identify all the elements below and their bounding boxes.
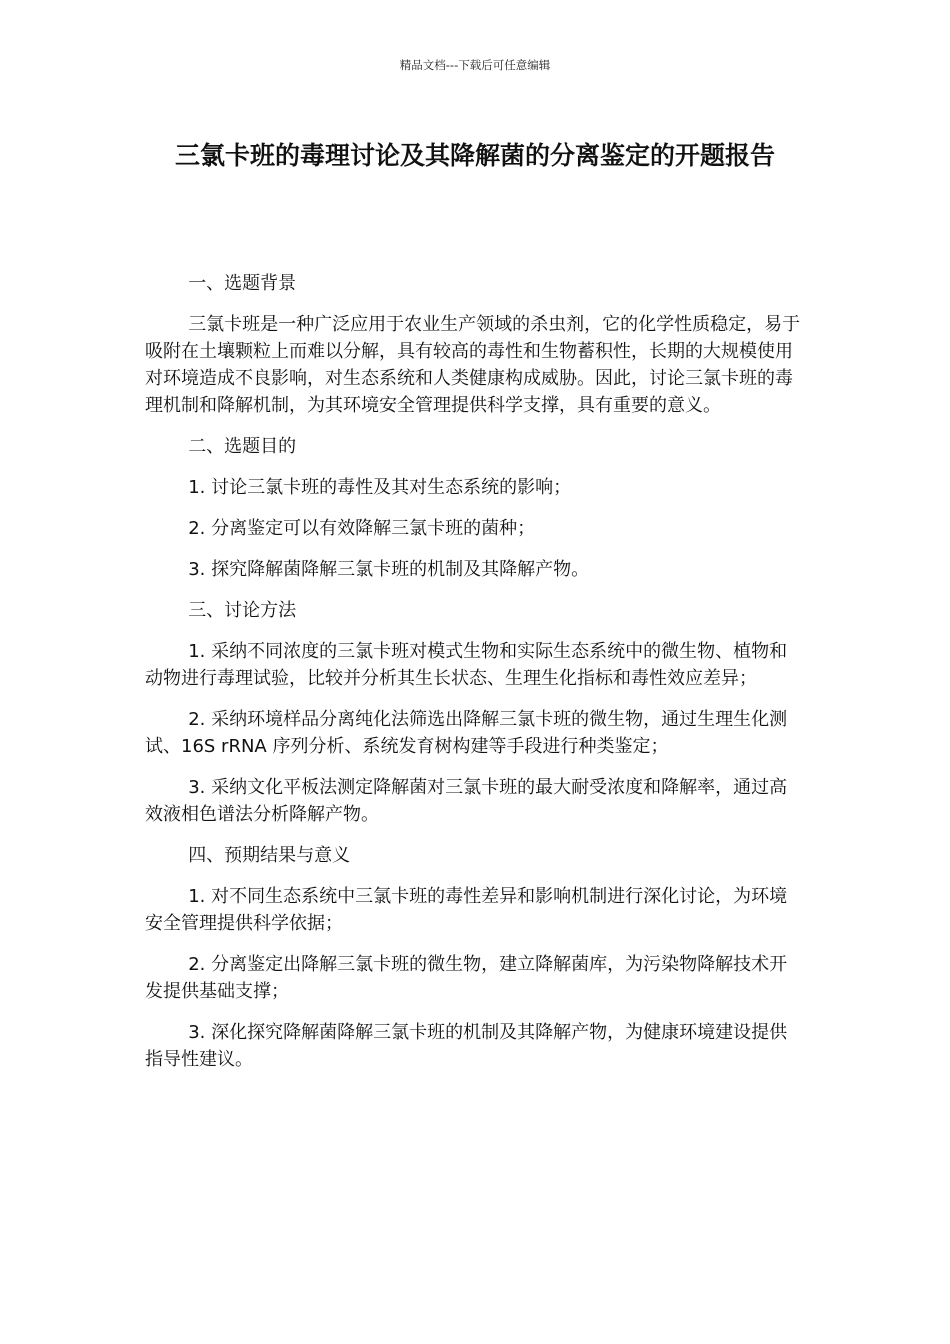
list-item: 3. 探究降解菌降解三氯卡班的机制及其降解产物。 (188, 559, 590, 580)
document-title: 三氯卡班的毒理讨论及其降解菌的分离鉴定的开题报告 (174, 141, 775, 170)
list-item: 2. 分离鉴定出降解三氯卡班的微生物，建立降解菌库，为污染物降解技术开发提供基础支撑； (145, 954, 788, 1002)
section-heading-background: 一、选题背景 (188, 273, 297, 294)
list-item: 1. 讨论三氯卡班的毒性及其对生态系统的影响； (188, 477, 572, 498)
document-body (145, 270, 805, 1087)
section-heading-methods: 三、讨论方法 (188, 600, 297, 621)
list-item: 3. 深化探究降解菌降解三氯卡班的机制及其降解产物，为健康环境建设提供指导性建议。 (145, 1022, 788, 1070)
list-item: 1. 采纳不同浓度的三氯卡班对模式生物和实际生态系统中的微生物、植物和动物进行毒理试验，比较并分析其生长状态、生理生化指标和毒性效应差异； (145, 641, 788, 689)
list-item: 1. 对不同生态系统中三氯卡班的毒性差异和影响机制进行深化讨论，为环境安全管理提供科学依据； (145, 886, 788, 934)
list-item: 2. 采纳环境样品分离纯化法筛选出降解三氯卡班的微生物，通过生理生化测试、16S rRNA 序列分析、系统发育树构建等手段进行种类鉴定； (145, 709, 788, 757)
page-header: 精品文档---下载后可任意编辑 (399, 58, 551, 72)
list-item: 2. 分离鉴定可以有效降解三氯卡班的菌种； (188, 518, 536, 539)
section-heading-purpose: 二、选题目的 (188, 436, 297, 457)
list-item: 3. 采纳文化平板法测定降解菌对三氯卡班的最大耐受浓度和降解率，通过高效液相色谱法分析降解产物。 (145, 777, 788, 825)
section-heading-results: 四、预期结果与意义 (188, 845, 351, 866)
paragraph-background: 三氯卡班是一种广泛应用于农业生产领域的杀虫剂，它的化学性质稳定，易于吸附在土壤颗粒上而难以分解，具有较高的毒性和生物蓄积性，长期的大规模使用对环境造成不良影响，对生态系统和人类健康构成威胁。因此，讨论三氯卡班的毒理机制和降解机制，为其环境安全管理提供科学支撑，具有重要的意义。 (145, 314, 801, 416)
